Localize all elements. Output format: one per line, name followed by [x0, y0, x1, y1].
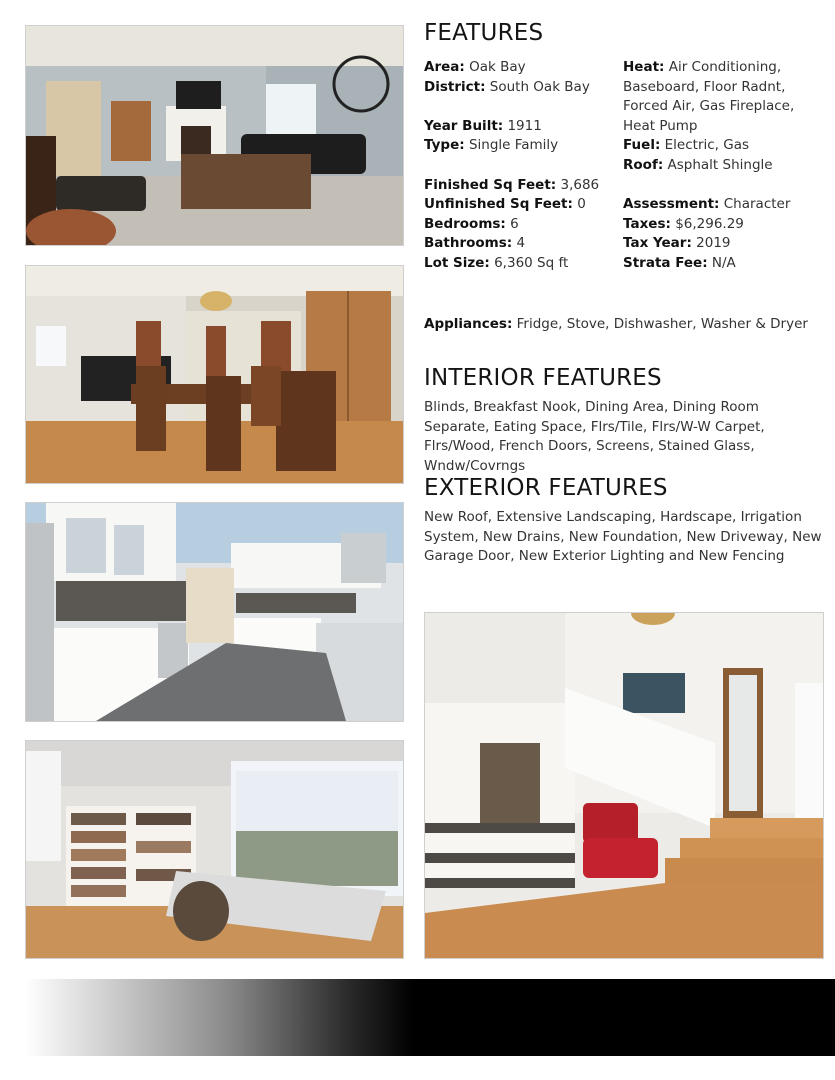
kitchen-photo	[25, 502, 404, 722]
feature-year-built: Year Built: 1911	[424, 117, 542, 134]
entry-staircase-photo	[424, 612, 824, 959]
feature-heat: Heat: Air Conditioning, Baseboard, Floor Radnt, Forced Air, Gas Fireplace, Heat Pump	[623, 59, 795, 134]
features-right-column	[623, 58, 823, 274]
footer-gradient-band	[25, 979, 835, 1056]
features-heading: FEATURES	[424, 20, 544, 46]
feature-area: Area: Oak Bay	[424, 59, 526, 75]
exterior-features-heading: EXTERIOR FEATURES	[424, 475, 668, 501]
feature-bedrooms: Bedrooms: 6	[424, 215, 519, 232]
feature-finished-sqft: Finished Sq Feet: 3,686	[424, 176, 600, 193]
feature-fuel: Fuel: Electric, Gas	[623, 137, 750, 154]
exterior-features-text: New Roof, Extensive Landscaping, Hardscape, Irrigation System, New Drains, New Foundation, New Driveway, New Garage Door, New Exterior Lighting and New Fencing	[424, 509, 822, 565]
feature-strata-fee: Strata Fee: N/A	[623, 254, 736, 271]
feature-type: Type: Single Family	[424, 137, 559, 154]
feature-unfinished-sqft: Unfinished Sq Feet: 0	[424, 196, 586, 213]
feature-roof: Roof: Asphalt Shingle	[623, 156, 773, 173]
office-photo	[25, 740, 404, 959]
feature-district: District: South Oak Bay	[424, 78, 590, 95]
appliances-line: Appliances: Fridge, Stove, Dishwasher, Washer & Dryer	[424, 316, 808, 332]
interior-features-heading: INTERIOR FEATURES	[424, 365, 662, 391]
living-room-photo	[25, 25, 404, 246]
feature-lot-size: Lot Size: 6,360 Sq ft	[424, 254, 569, 271]
features-left-column	[424, 58, 614, 274]
feature-bathrooms: Bathrooms: 4	[424, 235, 526, 252]
feature-assessment: Assessment: Character	[623, 196, 791, 213]
dining-room-photo	[25, 265, 404, 484]
feature-taxes: Taxes: $6,296.29	[623, 215, 744, 232]
interior-features-text: Blinds, Breakfast Nook, Dining Area, Dining Room Separate, Eating Space, Flrs/Tile, Flrs/W-W Carpet, Flrs/Wood, French Doors, Screens, Stained Glass, Wndw/Covrngs	[424, 399, 765, 474]
feature-tax-year: Tax Year: 2019	[623, 235, 731, 252]
